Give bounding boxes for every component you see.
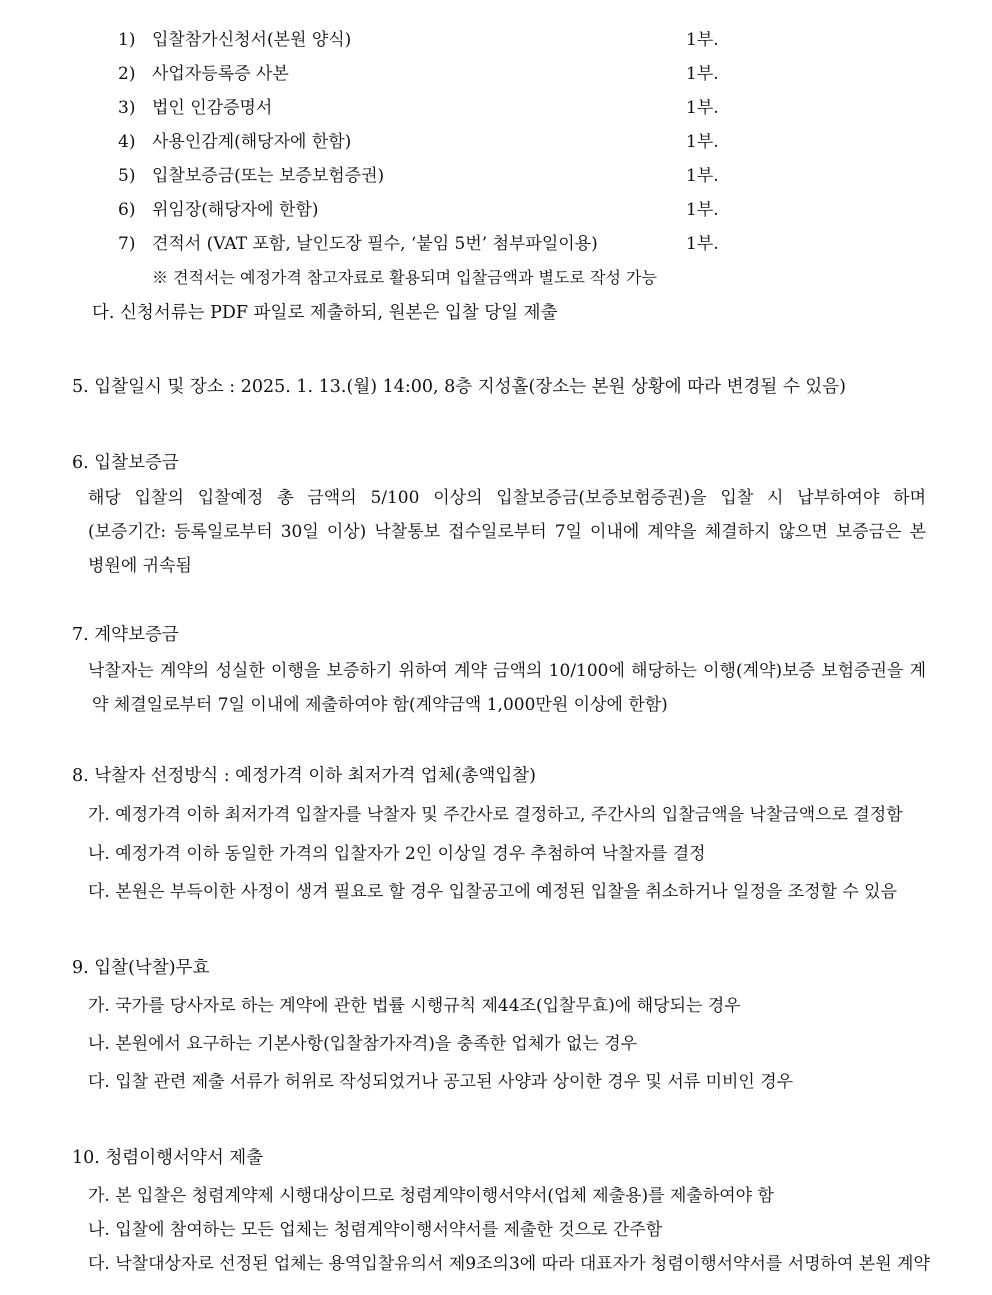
section-8-item: 나. 예정가격 이하 동일한 가격의 입찰자가 2인 이상일 경우 추첨하여 낙찰자를 결정 [88,844,706,864]
item-number: 7) [118,234,136,254]
attachment-item [118,165,385,187]
item-label: 입찰보증금(또는 보증보험증권) [152,166,385,186]
section-9-title: 9. 입찰(낙찰)무효 [72,958,210,978]
attachment-item [118,97,273,119]
section-6-line: 병원에 귀속됨 [88,556,192,576]
item-number: 3) [118,98,136,118]
item-number: 5) [118,166,136,186]
item-quantity: 1부. [686,200,719,220]
item-number: 1) [118,30,136,50]
section-6-line: (보증기간: 등록일로부터 30일 이상) 낙찰통보 접수일로부터 7일 이내에 계약을 체결하지 않으면 보증금은 본 [88,522,926,542]
section-8-title: 8. 낙찰자 선정방식 : 예정가격 이하 최저가격 업체(총액입찰) [72,766,536,786]
item-label: 입찰참가신청서(본원 양식) [152,30,352,50]
section-7-line: 약 체결일로부터 7일 이내에 제출하여야 함(계약금액 1,000만원 이상에 한함) [92,695,668,715]
section-9-item: 가. 국가를 당사자로 하는 계약에 관한 법률 시행규칙 제44조(입찰무효)에 해당되는 경우 [88,996,741,1016]
item-number: 2) [118,64,136,84]
attachment-item [118,63,289,85]
item-quantity: 1부. [686,132,719,152]
section-8-item: 가. 예정가격 이하 최저가격 입찰자를 낙찰자 및 주간사로 결정하고, 주간사의 입찰금액을 낙찰금액으로 결정함 [88,805,903,825]
section-8-item: 다. 본원은 부득이한 사정이 생겨 필요로 할 경우 입찰공고에 예정된 입찰을 취소하거나 일정을 조정할 수 있음 [88,882,898,902]
attachment-item [118,199,319,221]
section-5-title: 5. 입찰일시 및 장소 : 2025. 1. 13.(월) 14:00, 8층 지성홀(장소는 본원 상황에 따라 변경될 수 있음) [72,377,846,397]
item-quantity: 1부. [686,64,719,84]
estimate-note: ※ 견적서는 예정가격 참고자료로 활용되며 입찰금액과 별도로 작성 가능 [152,268,657,287]
item-number: 4) [118,132,136,152]
item-label: 법인 인감증명서 [152,98,273,118]
attachment-item [118,131,352,153]
submit-rule: 다. 신청서류는 PDF 파일로 제출하되, 원본은 입찰 당일 제출 [92,303,558,323]
attachment-item [118,233,598,255]
item-quantity: 1부. [686,98,719,118]
item-label: 사업자등록증 사본 [152,64,289,84]
attachment-item [118,29,352,51]
section-10-title: 10. 청렴이행서약서 제출 [72,1148,264,1168]
section-6-title: 6. 입찰보증금 [72,453,179,473]
section-7-line: 낙찰자는 계약의 성실한 이행을 보증하기 위하여 계약 금액의 10/100에 해당하는 이행(계약)보증 보험증권을 계 [88,661,926,681]
section-10-item: 다. 낙찰대상자로 선정된 업체는 용역입찰유의서 제9조의3에 따라 대표자가 청렴이행서약서를 서명하여 본원 계약 [88,1254,930,1274]
item-quantity: 1부. [686,166,719,186]
item-number: 6) [118,200,136,220]
section-7-title: 7. 계약보증금 [72,625,179,645]
item-quantity: 1부. [686,234,719,254]
item-label: 위임장(해당자에 한함) [152,200,319,220]
section-9-item: 다. 입찰 관련 제출 서류가 허위로 작성되었거나 공고된 사양과 상이한 경우 및 서류 미비인 경우 [88,1072,794,1092]
item-label: 견적서 (VAT 포함, 날인도장 필수, ‘붙임 5번’ 첨부파일이용) [152,234,598,254]
section-9-item: 나. 본원에서 요구하는 기본사항(입찰참가자격)을 충족한 업체가 없는 경우 [88,1034,638,1054]
item-label: 사용인감계(해당자에 한함) [152,132,352,152]
section-10-item: 가. 본 입찰은 청렴계약제 시행대상이므로 청렴계약이행서약서(업체 제출용)를 제출하여야 함 [88,1186,774,1206]
item-quantity: 1부. [686,30,719,50]
section-10-item: 나. 입찰에 참여하는 모든 업체는 청렴계약이행서약서를 제출한 것으로 간주함 [88,1220,663,1240]
section-6-line: 해당 입찰의 입찰예정 총 금액의 5/100 이상의 입찰보증금(보증보험증권)을 입찰 시 납부하여야 하며 [88,488,926,508]
